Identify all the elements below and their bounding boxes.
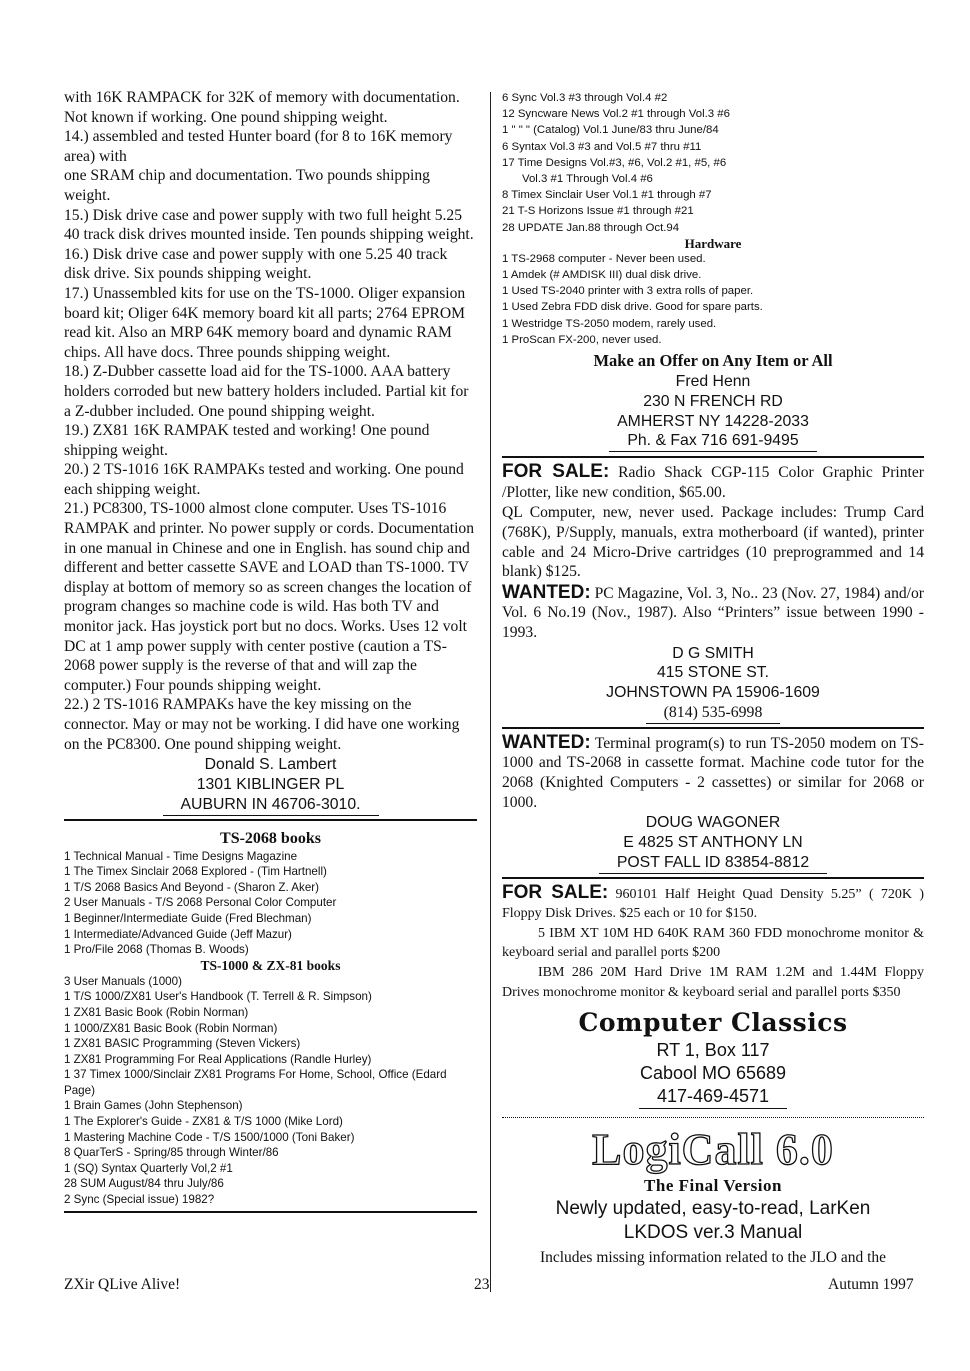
list-item: 1 ZX81 Basic Book (Robin Norman) [64,1005,249,1019]
list-item: 1 Westridge TS-2050 modem, rarely used. [502,317,717,330]
section-rule [64,819,477,821]
list-item: 1 (SQ) Syntax Quarterly Vol,2 #1 [64,1161,233,1175]
section-rule [64,1211,477,1213]
signature-line: DOUG WAGONER [645,814,781,832]
phone-number: 417-469-4571 [639,1085,787,1109]
signature-address: AUBURN IN 46706-3010. [163,795,379,816]
wagoner-signature [502,813,924,873]
address-line [502,1085,924,1109]
signature-line [502,703,924,724]
list-item: 12 Syncware News Vol.2 #1 through Vol.3 #6 [502,108,730,121]
final-version-subtitle: The Final Version [644,1176,782,1196]
signature-line: D G SMITH [672,644,754,662]
section-rule [502,877,924,879]
paragraph: 19.) ZX81 16K RAMPAK tested and working! One pound shipping weight. [64,422,430,459]
signature-phone: (814) 535-6998 [646,703,781,724]
signature-line: Fred Henn [675,373,751,391]
list-item: 1 Intermediate/Advanced Guide (Jeff Mazur) [64,927,292,941]
list-item: 2 Sync (Special issue) 1982? [64,1193,215,1207]
hardware-list [502,251,924,348]
list-item: 1 ZX81 BASIC Programming (Steven Vickers) [64,1037,301,1051]
ts1000-books-heading: TS-1000 & ZX-81 books [200,957,341,973]
signature-line: JOHNSTOWN PA 15906-1609 [606,684,820,702]
paragraph: 21.) PC8300, TS-1000 almost clone computer. Uses TS-1016 RAMPAK and printer. No power supply or cords. Documentation in one manual in Chinese and one in English. has sound chip and different and better cassette SAVE and LOAD than TS-1000. TV display at bottom of memory so as screen changes the location of program changes so machine code is wild. Has both TV and monitor jack. Has joystick port but no docs. Works. Uses 12 volt DC at 1 amp power supply with center postive (caution a TS-2068 power supply is the reverse of that and will zap the computer.) Four pounds shipping weight. [64,500,475,694]
hardware-heading: Hardware [684,235,742,251]
section-rule [502,456,924,458]
paragraph: one SRAM chip and documentation. Two pounds shipping weight. [64,167,430,204]
footer-publication: ZXir QLive Alive! [64,1276,181,1293]
list-item: 28 UPDATE Jan.88 through Oct.94 [502,221,680,234]
list-item: 1 T/S 2068 Basics And Beyond - (Sharon Z. Aker) [64,880,319,894]
ts1000-books-list [64,974,477,1208]
address-line: RT 1, Box 117 [656,1040,770,1061]
paragraph: 18.) Z-Dubber cassette load aid for the TS-1000. AAA battery holders corroded but new battery holders included. Partial kit for a Z-dubber included. One pound shipping weight. [64,363,469,420]
list-item: 1 " " " (Catalog) Vol.1 June/83 thru June/84 [502,124,719,137]
list-item: 1 T/S 1000/ZX81 User's Handbook (T. Terrell & R. Simpson) [64,990,372,1004]
address-line: Cabool MO 65689 [639,1063,787,1084]
list-item: 1 Technical Manual - Time Designs Magazine [64,849,298,863]
column-divider [490,92,491,1292]
signature-line: E 4825 ST ANTHONY LN [623,833,803,851]
for-sale-tag: FOR SALE: [502,461,610,483]
signature-phone: Ph. & Fax 716 691-9495 [609,431,816,452]
ibm-xt-text: 5 IBM XT 10M HD 640K RAM 360 FDD monochrome monitor & keyboard serial and parallel ports $200 [502,925,924,961]
wanted-terminal [502,733,924,812]
for-sale-text: Radio Shack CGP-115 Color Graphic Printer /Plotter, like new condition, $65.00. [502,464,925,501]
smith-signature [502,644,924,724]
wanted-text: Terminal program(s) to run TS-2050 modem on TS-1000 and TS-2068 in cassette format. Machine code tutor for the 2068 (Knighted Computers - 2 cassettes) or similar for 2068 or 1000. [502,734,924,811]
right-column [502,90,924,1268]
list-item: 1 Amdek (# AMDISK III) dual disk drive. [502,269,702,282]
ts2068-books-heading: TS-2068 books [220,829,321,847]
wanted-tag: WANTED: [502,581,591,603]
list-item: 1 1000/ZX81 Basic Book (Robin Norman) [64,1021,278,1035]
list-item: Vol.3 #1 Through Vol.4 #6 [522,173,653,186]
list-item: 1 Used TS-2040 printer with 3 extra rolls of paper. [502,285,754,298]
list-item: 2 User Manuals - T/S 2068 Personal Color Computer [64,896,337,910]
wanted-pc-magazine [502,583,924,643]
paragraph: 14.) assembled and tested Hunter board (for 8 to 16K memory area) with [64,128,453,165]
offer-line: Make an Offer on Any Item or All [593,351,833,371]
lambert-signature [64,755,477,815]
signature-line: 415 STONE ST. [656,664,770,682]
for-sale-tag: FOR SALE: [502,881,609,903]
signature-line [64,795,477,816]
list-item: 8 QuarTerS - Spring/85 through Winter/86 [64,1146,279,1160]
for-sale-printer [502,462,924,502]
paragraph: 17.) Unassembled kits for use on the TS-1000. Oliger expansion board kit; Oliger 64K memory board kit all parts; 2764 EPROM read kit. Also an MRP 64K memory board and dynamic RAM chips. All have docs. Three pounds shipping weight. [64,284,466,361]
signature-line [502,853,924,874]
paragraph: 20.) 2 TS-1016 16K RAMPAKs tested and working. One pound each shipping weight. [64,461,464,498]
list-item: 8 Timex Sinclair User Vol.1 #1 through #7 [502,189,712,202]
list-item: 1 Pro/File 2068 (Thomas B. Woods) [64,943,249,957]
section-rule [502,727,924,729]
list-item: 6 Syntax Vol.3 #3 and Vol.5 #7 thru #11 [502,140,702,153]
logicall-tail: Includes missing information related to the JLO and the [539,1249,887,1267]
footer-page-number: 23 [474,1276,490,1293]
computer-classics-title: Computer Classics [578,1008,848,1038]
list-item: 1 TS-2968 computer - Never been used. [502,252,706,265]
paragraph: 22.) 2 TS-1016 RAMPAKs have the key missing on the connector. May or may not be working. I did have one working on the PC8300. One pound shipping weight. [64,696,460,753]
list-item: 1 The Explorer's Guide - ZX81 & T/S 1000 (Mike Lord) [64,1115,343,1129]
list-item: 3 User Manuals (1000) [64,974,182,988]
list-item: 1 The Timex Sinclair 2068 Explored - (Tim Hartnell) [64,865,327,879]
paragraph: with 16K RAMPACK for 32K of memory with documentation. Not known if working. One pound shipping weight. [64,89,460,126]
for-sale-text: 960101 Half Height Quad Density 5.25” ( 720K ) Floppy Disk Drives. $25 each or 10 for $150. [502,886,924,922]
logicall-desc-line: LKDOS ver.3 Manual [623,1222,803,1244]
ibm-286-text: IBM 286 20M Hard Drive 1M RAM 1.2M and 1.44M Floppy Drives monochrome monitor & keyboard serial and parallel ports $350 [502,964,924,1000]
for-sale-floppy [502,883,924,924]
list-item: 1 ProScan FX-200, never used. [502,333,662,346]
signature-line: 1301 KIBLINGER PL [196,775,345,793]
ts2068-books-list [64,849,477,958]
wanted-tag: WANTED: [502,731,591,753]
list-item: 1 Brain Games (John Stephenson) [64,1099,243,1113]
signature-address: POST FALL ID 83854-8812 [599,853,827,874]
section-rule [502,1117,924,1118]
signature-line: AMHERST NY 14228-2033 [617,412,809,430]
paragraph: 16.) Disk drive case and power supply with one 5.25 40 track disk drive. Six pounds shipping weight. [64,245,448,283]
signature-line: Donald S. Lambert [204,756,337,774]
list-item: 1 Used Zebra FDD disk drive. Good for spare parts. [502,301,763,314]
list-item: 17 Time Designs Vol.#3, #6, Vol.2 #1, #5, #6 [502,156,727,169]
signature-line [502,431,924,452]
list-item: 21 T-S Horizons Issue #1 through #21 [502,205,694,218]
logicall-desc-line: Newly updated, easy-to-read, LarKen [555,1198,871,1220]
footer-issue: Autumn 1997 [828,1276,914,1293]
wanted-text: PC Magazine, Vol. 3, No.. 23 (Nov. 27, 1984) and/or Vol. 6 No.19 (Nov., 1987). Also “Printers” issue between 1990 - 1993. [502,584,924,641]
list-item: 1 37 Timex 1000/Sinclair ZX81 Programs For Home, School, Office (Edard Page) [64,1068,447,1097]
list-item: 6 Sync Vol.3 #3 through Vol.4 #2 [502,92,668,104]
signature-line: 230 N FRENCH RD [643,392,783,410]
paragraph: 15.) Disk drive case and power supply with two full height 5.25 40 track disk drives mounted inside. Ten pounds shipping weight. [64,206,474,244]
list-item: 28 SUM August/84 thru July/86 [64,1177,224,1191]
list-item: 1 ZX81 Programming For Real Applications (Randle Hurley) [64,1052,372,1066]
left-column [64,88,477,1213]
henn-signature [502,372,924,452]
ql-computer-text: QL Computer, new, never used. Package includes: Trump Card (768K), P/Supply, manuals, extra motherboard (if wanted), printer cable and 24 Micro-Drive cartridges (10 preprogrammed and 14 blank) $125. [502,504,924,581]
list-item: 1 Beginner/Intermediate Guide (Fred Blechman) [64,911,312,925]
computer-classics-address [502,1039,924,1109]
magazine-list [502,90,924,236]
logicall-logo: LogiCall 6.0 [592,1125,834,1175]
list-item: 1 Mastering Machine Code - T/S 1500/1000 (Toni Baker) [64,1130,355,1144]
